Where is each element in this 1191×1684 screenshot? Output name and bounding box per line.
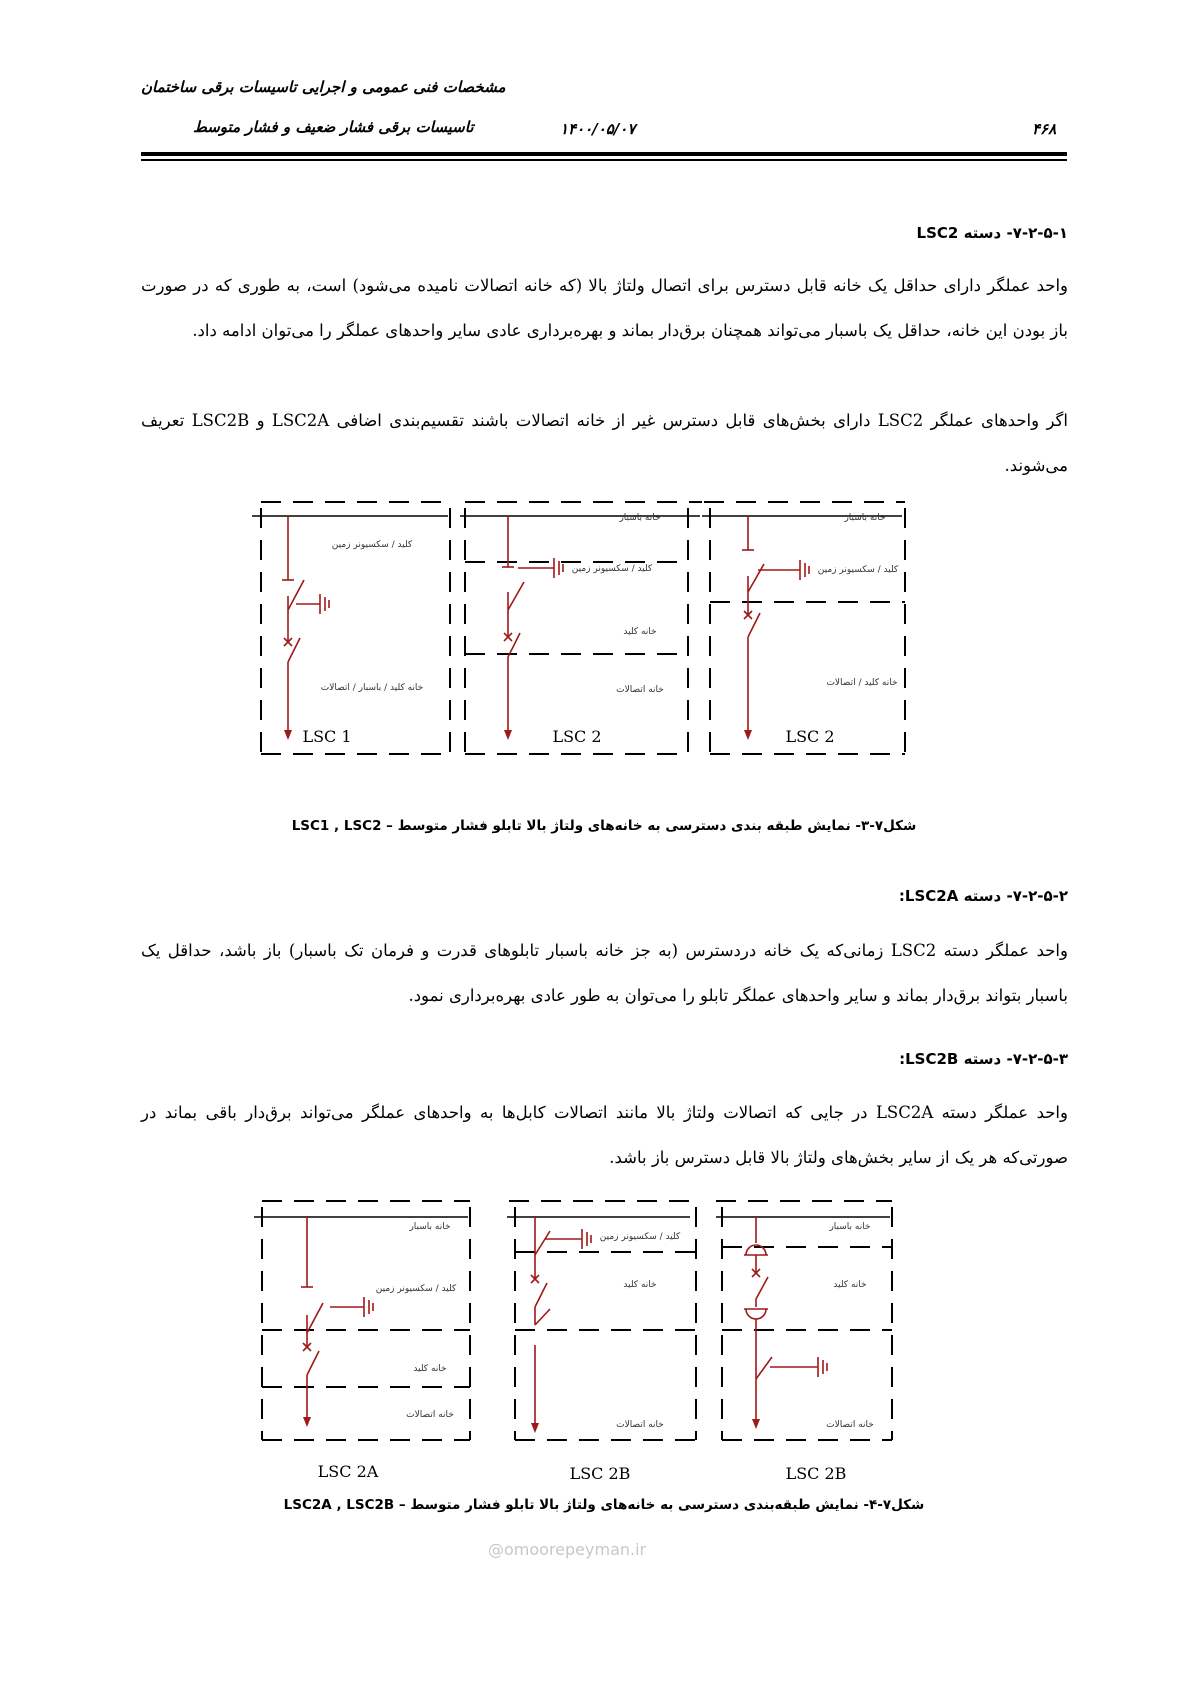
figure-caption: شکل۷-۳- نمایش طبقه بندی دسترسی به خانه‌های ولتاژ بالا تابلو فشار متوسط – LSC1 , LSC2 <box>291 818 917 834</box>
diagram-label: کلید / سکسیونر زمین <box>571 564 653 574</box>
diagram-caption-lsc2b: LSC 2B <box>785 1464 847 1483</box>
section-heading: ۷-۲-۵-۲- دسته LSC2A: <box>898 887 1068 905</box>
section-heading: ۷-۲-۵-۱- دسته LSC2 <box>916 224 1068 242</box>
diagram-label: خانه باسبار <box>409 1222 451 1232</box>
section-paragraph: اگر واحدهای عملگر LSC2 دارای بخش‌های قابل دسترس غیر از خانه اتصالات باشند تقسیم‌بندی اضافی LSC2A و LSC2B تعریف می‌شوند. <box>141 411 1068 475</box>
diagram-caption-lsc2: LSC 2 <box>552 727 602 746</box>
watermark: @omoorepeyman.ir <box>488 1540 647 1559</box>
diagram-caption-lsc2b: LSC 2B <box>569 1464 631 1483</box>
diagram-label: خانه باسبار <box>844 513 886 523</box>
diagram-caption-lsc2: LSC 2 <box>785 727 835 746</box>
diagram-label: خانه اتصالات <box>616 1420 664 1430</box>
section-paragraph: واحد عملگر دسته LSC2 زمانی‌که یک خانه دردسترس (به جز خانه باسبار تابلوهای قدرت و فرمان تک باسبار) باز باشد، حداقل یک باسبار بتواند برق‌دار بماند و سایر واحدهای عملگر تابلو را می‌توان به طور عادی بهره‌برداری نمود. <box>141 941 1068 1005</box>
diagram-label: خانه اتصالات <box>406 1410 454 1420</box>
document-title: مشخصات فنی عمومی و اجرایی تاسیسات برقی ساختمان <box>141 78 506 96</box>
diagram-caption-lsc1: LSC 1 <box>302 727 352 746</box>
diagram-label: خانه کلید <box>833 1280 867 1290</box>
diagram-label: خانه اتصالات <box>616 685 664 695</box>
diagram-label: خانه کلید <box>623 627 657 637</box>
diagram-label: خانه کلید <box>623 1280 657 1290</box>
diagram-panel-lsc2b-b <box>716 1201 892 1483</box>
section-heading: ۷-۲-۵-۳- دسته LSC2B: <box>899 1050 1068 1068</box>
diagram-panel-lsc2-a <box>460 502 702 754</box>
diagram-caption-lsc2a: LSC 2A <box>317 1462 379 1481</box>
diagram-panel-lsc1 <box>252 502 450 754</box>
diagram-label: خانه باسبار <box>829 1222 871 1232</box>
diagram-label: خانه کلید <box>413 1364 447 1374</box>
diagram-label: خانه کلید / اتصالات <box>826 678 898 688</box>
diagram-panel-lsc2b-a <box>507 1201 696 1483</box>
diagram-label: خانه باسبار <box>619 513 661 523</box>
page-number: ۴۶۸ <box>1032 120 1057 138</box>
diagram-label: خانه کلید / باسبار / اتصالات <box>320 683 424 693</box>
diagram-label: کلید / سکسیونر زمین <box>331 540 413 550</box>
diagram-panel-lsc2-b <box>702 502 905 754</box>
header-rule-thin <box>141 159 1067 161</box>
figure-caption: شکل۷-۴- نمایش طبقه‌بندی دسترسی به خانه‌های ولتاژ بالا تابلو فشار متوسط – LSC2A , LSC2B <box>283 1497 925 1513</box>
diagram-panel-lsc2a <box>254 1201 470 1481</box>
section-paragraph: واحد عملگر دسته LSC2A در جایی که اتصالات ولتاژ بالا مانند اتصالات کابل‌ها به واحدهای عملگر می‌تواند برق‌دار باقی بماند در صورتی‌که هر یک از سایر بخش‌های ولتاژ بالا قابل دسترس باز باشد. <box>141 1103 1068 1167</box>
diagram-label: خانه اتصالات <box>826 1420 874 1430</box>
header-rule-thick <box>141 152 1067 156</box>
diagram-label: کلید / سکسیونر زمین <box>599 1232 681 1242</box>
document-subtitle: تاسیسات برقی فشار ضعیف و فشار متوسط <box>193 118 474 136</box>
section-paragraph: واحد عملگر دارای حداقل یک خانه قابل دسترس برای اتصال ولتاژ بالا (که خانه اتصالات نامیده می‌شود) است، به طوری که در صورت باز بودن این خانه، حداقل یک باسبار می‌تواند همچنان برق‌دار بماند و بهره‌برداری عادی سایر واحدهای عملگر را می‌توان ادامه داد. <box>141 276 1068 340</box>
diagram-label: کلید / سکسیونر زمین <box>817 565 899 575</box>
diagram-label: کلید / سکسیونر زمین <box>375 1284 457 1294</box>
figure-lsc1-lsc2-diagram <box>240 492 980 812</box>
figure-lsc2a-lsc2b-diagram <box>240 1195 980 1495</box>
document-date: ۱۴۰۰/۰۵/۰۷ <box>560 120 636 138</box>
